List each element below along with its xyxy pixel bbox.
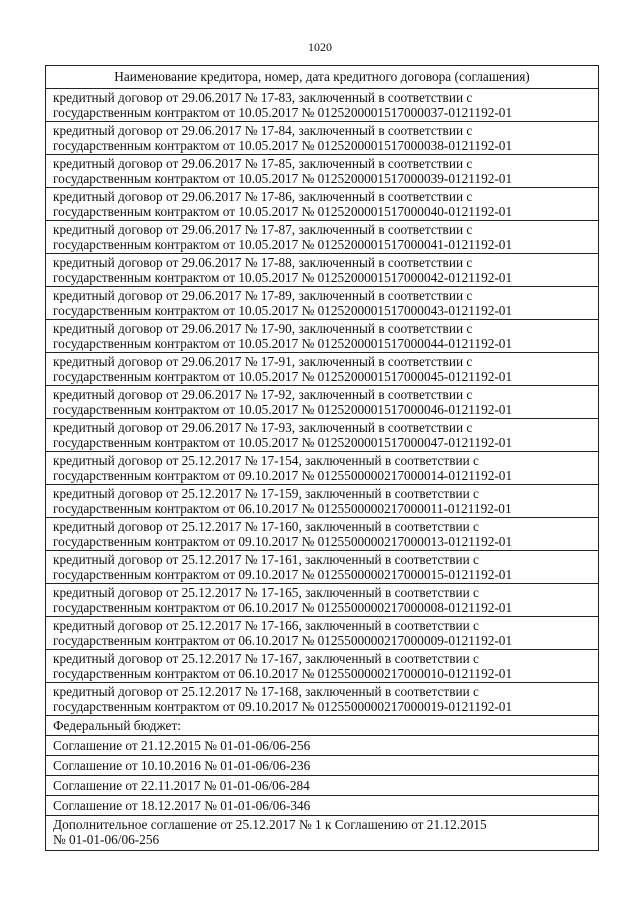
credit-agreement-line2: государственным контрактом от 10.05.2017 № 0125200001517000039-0121192-01	[53, 171, 513, 186]
credit-agreement-line1: кредитный договор от 25.12.2017 № 17-167, заключенный в соответствии с	[53, 651, 479, 666]
credit-agreement-line1: кредитный договор от 29.06.2017 № 17-87, заключенный в соответствии с	[53, 222, 473, 237]
table-row	[46, 485, 599, 518]
credit-agreement-line1: кредитный договор от 25.12.2017 № 17-166, заключенный в соответствии с	[53, 618, 479, 633]
credit-agreement-line1: кредитный договор от 29.06.2017 № 17-93, заключенный в соответствии с	[53, 420, 473, 435]
table-row	[46, 254, 599, 287]
table-row	[46, 736, 599, 756]
credit-agreement-line2: государственным контрактом от 10.05.2017 № 0125200001517000045-0121192-01	[53, 369, 513, 384]
additional-agreement-line2: № 01-01-06/06-256	[53, 832, 160, 847]
table-header: Наименование кредитора, номер, дата кредитного договора (соглашения)	[46, 66, 599, 89]
credit-agreement-cell	[46, 386, 599, 419]
credit-agreement-cell	[46, 122, 599, 155]
credit-agreement-line1: кредитный договор от 25.12.2017 № 17-165, заключенный в соответствии с	[53, 585, 479, 600]
agreement-cell: Соглашение от 18.12.2017 № 01-01-06/06-346	[46, 796, 599, 816]
additional-agreement-line1: Дополнительное соглашение от 25.12.2017 № 1 к Соглашению от 21.12.2015	[53, 817, 487, 832]
credit-agreement-line2: государственным контрактом от 10.05.2017 № 0125200001517000041-0121192-01	[53, 237, 513, 252]
credit-agreement-line1: кредитный договор от 29.06.2017 № 17-88, заключенный в соответствии с	[53, 255, 473, 270]
credit-agreement-line2: государственным контрактом от 06.10.2017 № 0125500000217000011-0121192-01	[53, 501, 512, 516]
credit-agreement-line2: государственным контрактом от 09.10.2017 № 0125500000217000014-0121192-01	[53, 468, 513, 483]
credit-agreement-line2: государственным контрактом от 10.05.2017 № 0125200001517000044-0121192-01	[53, 336, 513, 351]
credit-agreement-cell	[46, 452, 599, 485]
credit-agreement-line1: кредитный договор от 29.06.2017 № 17-91, заключенный в соответствии с	[53, 354, 473, 369]
credit-agreement-cell	[46, 584, 599, 617]
table-row	[46, 796, 599, 816]
credit-agreement-line2: государственным контрактом от 10.05.2017 № 0125200001517000046-0121192-01	[53, 402, 513, 417]
table-row	[46, 287, 599, 320]
credit-agreement-cell	[46, 419, 599, 452]
credit-agreement-line1: кредитный договор от 29.06.2017 № 17-85, заключенный в соответствии с	[53, 156, 473, 171]
credit-agreement-line2: государственным контрактом от 10.05.2017 № 0125200001517000042-0121192-01	[53, 270, 513, 285]
table-row	[46, 320, 599, 353]
table-row	[46, 683, 599, 716]
table-row	[46, 188, 599, 221]
page-number: 1020	[308, 40, 332, 54]
credit-agreement-cell	[46, 353, 599, 386]
table-row	[46, 386, 599, 419]
credit-agreement-line2: государственным контрактом от 09.10.2017 № 0125500000217000015-0121192-01	[53, 567, 513, 582]
credit-agreement-cell	[46, 617, 599, 650]
credit-agreement-cell	[46, 89, 599, 122]
table-row	[46, 452, 599, 485]
table-row	[46, 89, 599, 122]
credit-agreement-cell	[46, 551, 599, 584]
credit-agreement-cell	[46, 485, 599, 518]
credit-agreement-line2: государственным контрактом от 10.05.2017 № 0125200001517000038-0121192-01	[53, 138, 513, 153]
credit-agreement-line2: государственным контрактом от 06.10.2017 № 0125500000217000008-0121192-01	[53, 600, 513, 615]
credit-agreement-cell	[46, 254, 599, 287]
credit-agreement-line1: кредитный договор от 29.06.2017 № 17-89, заключенный в соответствии с	[53, 288, 473, 303]
table-row	[46, 716, 599, 736]
credit-agreement-cell	[46, 188, 599, 221]
credit-agreement-line1: кредитный договор от 25.12.2017 № 17-168, заключенный в соответствии с	[53, 684, 479, 699]
credit-agreement-line2: государственным контрактом от 09.10.2017 № 0125500000217000013-0121192-01	[53, 534, 513, 549]
credit-agreement-cell	[46, 650, 599, 683]
table-row	[46, 816, 599, 851]
credit-agreement-line1: кредитный договор от 25.12.2017 № 17-161, заключенный в соответствии с	[53, 552, 479, 567]
table-row	[46, 221, 599, 254]
credit-agreement-line1: кредитный договор от 29.06.2017 № 17-86, заключенный в соответствии с	[53, 189, 473, 204]
credit-agreement-line1: кредитный договор от 29.06.2017 № 17-92, заключенный в соответствии с	[53, 387, 473, 402]
table-row	[46, 518, 599, 551]
credit-agreement-cell	[46, 155, 599, 188]
table-row	[46, 419, 599, 452]
table-row	[46, 756, 599, 776]
agreement-cell: Соглашение от 10.10.2016 № 01-01-06/06-236	[46, 756, 599, 776]
additional-agreement-cell	[46, 816, 599, 851]
federal-budget-heading: Федеральный бюджет:	[46, 716, 599, 736]
credit-agreement-line2: государственным контрактом от 10.05.2017 № 0125200001517000040-0121192-01	[53, 204, 513, 219]
credit-agreement-line1: кредитный договор от 25.12.2017 № 17-154, заключенный в соответствии с	[53, 453, 479, 468]
table-row	[46, 122, 599, 155]
table-row	[46, 353, 599, 386]
credit-agreement-line1: кредитный договор от 25.12.2017 № 17-160, заключенный в соответствии с	[53, 519, 479, 534]
credit-agreement-line1: кредитный договор от 29.06.2017 № 17-84, заключенный в соответствии с	[53, 123, 473, 138]
credit-agreement-line2: государственным контрактом от 10.05.2017 № 0125200001517000047-0121192-01	[53, 435, 513, 450]
credit-agreement-line2: государственным контрактом от 06.10.2017 № 0125500000217000009-0121192-01	[53, 633, 513, 648]
credit-agreement-cell	[46, 221, 599, 254]
credit-agreement-line1: кредитный договор от 29.06.2017 № 17-83, заключенный в соответствии с	[53, 90, 473, 105]
credit-agreement-line1: кредитный договор от 25.12.2017 № 17-159, заключенный в соответствии с	[53, 486, 479, 501]
creditors-table	[45, 65, 599, 851]
table-row	[46, 551, 599, 584]
credit-agreement-cell	[46, 683, 599, 716]
agreement-cell: Соглашение от 21.12.2015 № 01-01-06/06-256	[46, 736, 599, 756]
credit-agreement-cell	[46, 518, 599, 551]
credit-agreement-line1: кредитный договор от 29.06.2017 № 17-90, заключенный в соответствии с	[53, 321, 473, 336]
table-row	[46, 155, 599, 188]
table-row	[46, 617, 599, 650]
credit-agreement-line2: государственным контрактом от 10.05.2017 № 0125200001517000043-0121192-01	[53, 303, 513, 318]
agreement-cell: Соглашение от 22.11.2017 № 01-01-06/06-284	[46, 776, 599, 796]
credit-agreement-line2: государственным контрактом от 09.10.2017 № 0125500000217000019-0121192-01	[53, 699, 513, 714]
table-row	[46, 584, 599, 617]
table-row	[46, 650, 599, 683]
table-row	[46, 776, 599, 796]
credit-agreement-line2: государственным контрактом от 10.05.2017 № 0125200001517000037-0121192-01	[53, 105, 513, 120]
credit-agreement-cell	[46, 287, 599, 320]
credit-agreement-line2: государственным контрактом от 06.10.2017 № 0125500000217000010-0121192-01	[53, 666, 513, 681]
table-header-row	[46, 66, 599, 89]
credit-agreement-cell	[46, 320, 599, 353]
